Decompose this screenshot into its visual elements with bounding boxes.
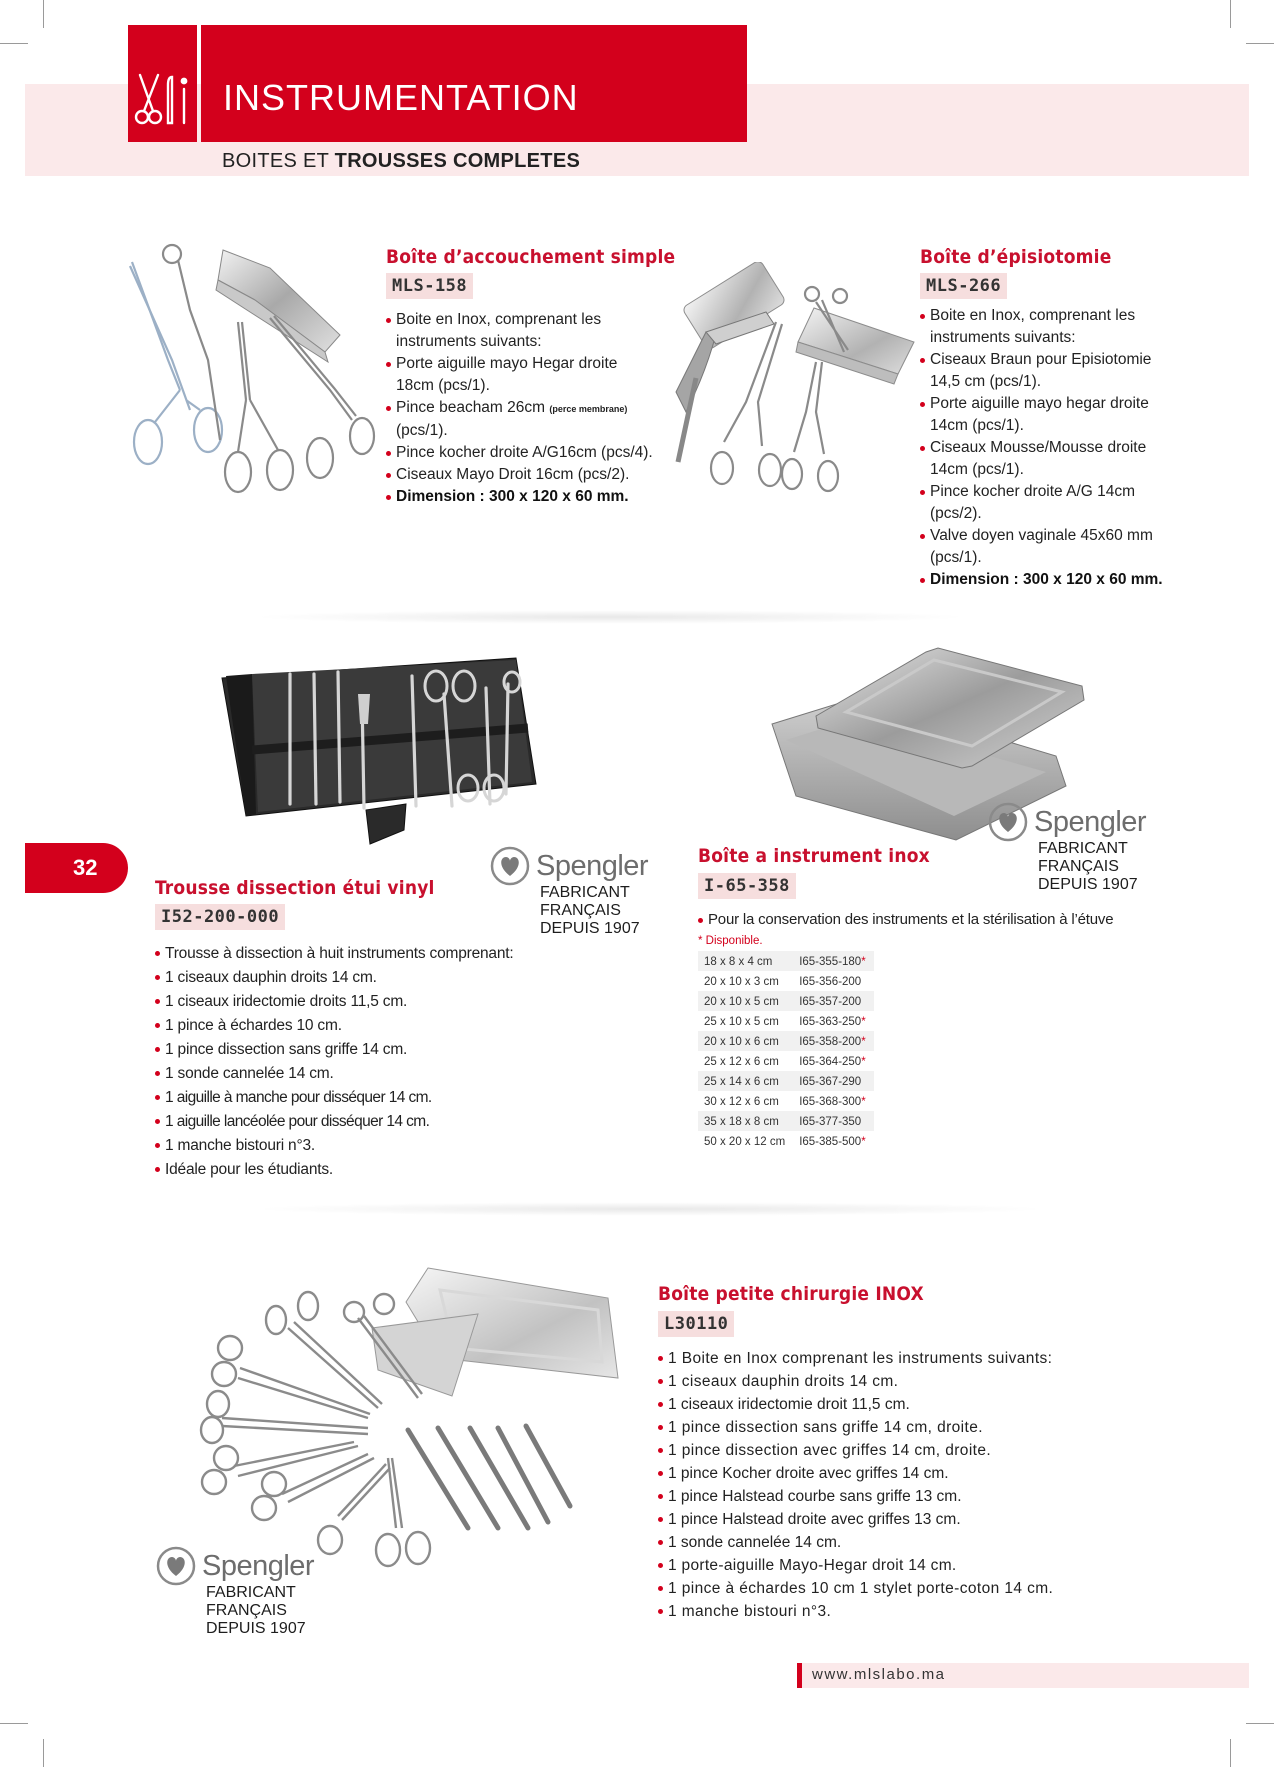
list-item: 1 porte-aiguille Mayo-Hegar droit 14 cm. bbox=[658, 1554, 1198, 1577]
table-cell-dimension: 20 x 10 x 5 cm bbox=[698, 991, 793, 1011]
list-item: 1 aiguille à manche pour disséquer 14 cm. bbox=[155, 1086, 555, 1110]
product-code: L30110 bbox=[658, 1311, 734, 1337]
list-item: 1 pince dissection sans griffe 14 cm. bbox=[155, 1038, 555, 1062]
availability-star: * bbox=[861, 1135, 866, 1148]
list-item: 1 pince Kocher droite avec griffes 14 cm. bbox=[658, 1462, 1198, 1485]
subtitle-light: BOITES ET bbox=[222, 150, 329, 172]
product-spec-list bbox=[658, 1347, 1198, 1623]
list-item: Trousse à dissection à huit instruments comprenant: bbox=[155, 942, 555, 966]
list-item: 1 ciseaux dauphin droits 14 cm. bbox=[658, 1370, 1198, 1393]
product-trousse-dissection bbox=[155, 877, 555, 1182]
list-item: 1 pince dissection sans griffe 14 cm, droite. bbox=[658, 1416, 1198, 1439]
table-row bbox=[698, 1051, 874, 1071]
product-spec-list bbox=[920, 305, 1184, 591]
availability-star: * bbox=[861, 955, 866, 968]
list-item: 1 manche bistouri n°3. bbox=[658, 1600, 1198, 1623]
section-title-block bbox=[201, 25, 747, 142]
table-row bbox=[698, 1091, 874, 1111]
product-petite-chirurgie bbox=[658, 1283, 1198, 1623]
reference-code: I65-364-250 bbox=[799, 1055, 862, 1068]
list-item: Valve doyen vaginale 45x60 mm (pcs/1). bbox=[920, 525, 1184, 569]
table-row bbox=[698, 1131, 874, 1151]
sizes-table bbox=[698, 951, 874, 1151]
table-row bbox=[698, 951, 874, 971]
list-item: Ciseaux Mayo Droit 16cm (pcs/2). bbox=[386, 464, 656, 486]
section-icon-block bbox=[128, 25, 197, 142]
list-item-dimension: Dimension : 300 x 120 x 60 mm. bbox=[920, 569, 1184, 591]
list-item: Pince kocher droite A/G16cm (pcs/4). bbox=[386, 442, 656, 464]
section-divider bbox=[250, 610, 970, 624]
list-item: 1 ciseaux iridectomie droits 11,5 cm. bbox=[155, 990, 555, 1014]
availability-star: * bbox=[861, 1035, 866, 1048]
episiotomy-kit-illustration bbox=[666, 262, 916, 512]
product-image-accouchement bbox=[120, 240, 380, 510]
dissection-case-illustration bbox=[216, 654, 538, 866]
table-cell-reference bbox=[793, 1011, 874, 1031]
spengler-tagline bbox=[540, 884, 650, 938]
reference-code: I65-358-200 bbox=[799, 1035, 862, 1048]
list-item: Pour la conservation des instruments et la stérilisation à l’étuve bbox=[698, 909, 1198, 931]
list-item: 1 pince dissection avec griffes 14 cm, droite. bbox=[658, 1439, 1198, 1462]
table-cell-reference bbox=[793, 1071, 874, 1091]
spengler-logo bbox=[156, 1546, 316, 1637]
product-title: Boîte d’accouchement simple bbox=[386, 246, 676, 268]
reference-code: I65-385-500 bbox=[799, 1135, 862, 1148]
product-spec-list bbox=[155, 942, 555, 1182]
product-image-episiotomie bbox=[666, 262, 916, 512]
table-cell-dimension: 25 x 14 x 6 cm bbox=[698, 1071, 793, 1091]
spengler-tagline-2: DEPUIS 1907 bbox=[1038, 876, 1138, 893]
table-row bbox=[698, 1071, 874, 1091]
spengler-wordmark: Spengler bbox=[202, 1549, 315, 1582]
list-item-text: (pcs/1). bbox=[396, 422, 448, 439]
crop-mark bbox=[43, 0, 44, 28]
spengler-tagline-1: FABRICANT FRANÇAIS bbox=[1038, 840, 1128, 875]
product-title: Boîte d’épisiotomie bbox=[920, 246, 1112, 268]
product-code: I-65-358 bbox=[698, 873, 796, 899]
product-intro bbox=[698, 909, 1198, 931]
product-title: Boîte petite chirurgie INOX bbox=[658, 1283, 924, 1305]
list-item: 1 pince à échardes 10 cm. bbox=[155, 1014, 555, 1038]
reference-code: I65-368-300 bbox=[799, 1095, 862, 1108]
table-cell-dimension: 25 x 12 x 6 cm bbox=[704, 1055, 779, 1068]
spengler-tagline-2: DEPUIS 1907 bbox=[540, 920, 640, 937]
table-cell-reference bbox=[793, 1031, 874, 1051]
crop-mark bbox=[1246, 1723, 1274, 1724]
crop-mark bbox=[1246, 43, 1274, 44]
product-boite-instrument-inox bbox=[698, 845, 1198, 1151]
table-cell-dimension: 50 x 20 x 12 cm bbox=[704, 1135, 786, 1148]
table-cell-dimension: 18 x 8 x 4 cm bbox=[698, 951, 793, 971]
list-item: 1 ciseaux iridectomie droit 11,5 cm. bbox=[658, 1393, 1198, 1416]
table-cell-dimension: 30 x 12 x 6 cm bbox=[704, 1095, 779, 1108]
subtitle-bold: TROUSSES COMPLETES bbox=[334, 150, 581, 172]
spengler-tagline-1: FABRICANT FRANÇAIS bbox=[206, 1584, 296, 1619]
list-item: 1 pince à échardes 10 cm 1 stylet porte-coton 14 cm. bbox=[658, 1577, 1198, 1600]
availability-star: * bbox=[861, 1095, 866, 1108]
product-title: Trousse dissection étui vinyl bbox=[155, 877, 435, 899]
product-title: Boîte a instrument inox bbox=[698, 845, 930, 867]
table-row bbox=[698, 1111, 874, 1131]
table-cell-reference bbox=[793, 991, 874, 1011]
crop-mark bbox=[0, 1723, 28, 1724]
table-row bbox=[698, 991, 874, 1011]
list-item: 1 pince Halstead droite avec griffes 13 cm. bbox=[658, 1508, 1198, 1531]
section-title: INSTRUMENTATION bbox=[223, 77, 579, 118]
list-item-note: (perce membrane) bbox=[549, 404, 628, 414]
list-item-dimension: Dimension : 300 x 120 x 60 mm. bbox=[386, 486, 656, 508]
list-item-text: Pince beacham 26cm bbox=[396, 399, 546, 416]
spengler-heart-icon bbox=[988, 802, 1028, 842]
spengler-heart-icon bbox=[156, 1546, 196, 1586]
crop-mark bbox=[1230, 1739, 1231, 1767]
list-item: Ciseaux Mousse/Mousse droite 14cm (pcs/1). bbox=[920, 437, 1184, 481]
table-cell-dimension: 20 x 10 x 6 cm bbox=[698, 1031, 793, 1051]
table-cell-dimension: 20 x 10 x 3 cm bbox=[704, 975, 779, 988]
list-item: 1 ciseaux dauphin droits 14 cm. bbox=[155, 966, 555, 990]
spengler-tagline bbox=[206, 1584, 316, 1638]
table-row bbox=[698, 1011, 874, 1031]
availability-note: * Disponible. bbox=[698, 935, 763, 947]
surgical-instruments-icon bbox=[128, 25, 197, 142]
table-cell-reference bbox=[793, 1111, 874, 1131]
reference-code: I65-357-200 bbox=[799, 995, 862, 1008]
list-item bbox=[386, 397, 656, 442]
table-cell-reference bbox=[793, 1091, 874, 1111]
table-row bbox=[698, 971, 874, 991]
list-item: Porte aiguille mayo hegar droite 14cm (pcs/1). bbox=[920, 393, 1184, 437]
table-cell-dimension: 35 x 18 x 8 cm bbox=[698, 1111, 793, 1131]
reference-code: I65-356-200 bbox=[799, 975, 862, 988]
table-row bbox=[698, 1031, 874, 1051]
list-item: Ciseaux Braun pour Episiotomie 14,5 cm (pcs/1). bbox=[920, 349, 1184, 393]
table-cell-reference bbox=[793, 951, 874, 971]
section-subtitle bbox=[222, 150, 580, 173]
product-code: MLS-266 bbox=[920, 273, 1007, 299]
product-code: MLS-158 bbox=[386, 273, 473, 299]
availability-star: * bbox=[861, 1015, 866, 1028]
instruments-tray-illustration bbox=[120, 240, 380, 510]
product-image-trousse bbox=[216, 654, 538, 866]
list-item: Pince kocher droite A/G 14cm (pcs/2). bbox=[920, 481, 1184, 525]
list-item: Idéale pour les étudiants. bbox=[155, 1158, 555, 1182]
table-cell-reference bbox=[793, 1051, 874, 1071]
crop-mark bbox=[43, 1739, 44, 1767]
list-item: 1 aiguille lancéolée pour disséquer 14 cm. bbox=[155, 1110, 555, 1134]
product-accouchement bbox=[386, 246, 676, 508]
spengler-tagline-2: DEPUIS 1907 bbox=[206, 1620, 306, 1637]
list-item: 1 manche bistouri n°3. bbox=[155, 1134, 555, 1158]
list-item: 1 sonde cannelée 14 cm. bbox=[658, 1531, 1198, 1554]
product-code: I52-200-000 bbox=[155, 904, 285, 930]
spengler-brand bbox=[988, 802, 1148, 842]
list-item: Porte aiguille mayo Hegar droite 18cm (pcs/1). bbox=[386, 353, 656, 397]
spengler-tagline-1: FABRICANT FRANÇAIS bbox=[540, 884, 630, 919]
reference-code: I65-355-180 bbox=[799, 955, 862, 968]
product-spec-list bbox=[386, 309, 656, 508]
reference-code: I65-363-250 bbox=[799, 1015, 862, 1028]
availability-star: * bbox=[861, 1055, 866, 1068]
list-item: 1 Boite en Inox comprenant les instruments suivants: bbox=[658, 1347, 1198, 1370]
table-cell-reference bbox=[793, 1131, 874, 1151]
reference-code: I65-377-350 bbox=[799, 1115, 862, 1128]
spengler-wordmark: Spengler bbox=[536, 849, 649, 882]
table-cell-reference bbox=[793, 971, 874, 991]
spengler-wordmark: Spengler bbox=[1034, 805, 1147, 838]
reference-code: I65-367-290 bbox=[799, 1075, 862, 1088]
list-item: Boite en Inox, comprenant les instruments suivants: bbox=[920, 305, 1184, 349]
crop-mark bbox=[1230, 0, 1231, 28]
list-item: 1 sonde cannelée 14 cm. bbox=[155, 1062, 555, 1086]
product-episiotomie bbox=[920, 246, 1184, 591]
spengler-brand bbox=[156, 1546, 316, 1586]
footer-url[interactable]: www.mlslabo.ma bbox=[812, 1666, 946, 1683]
footer-accent bbox=[797, 1663, 802, 1688]
surgical-set-illustration bbox=[178, 1258, 622, 1576]
product-image-petite-chirurgie bbox=[178, 1258, 622, 1576]
crop-mark bbox=[0, 43, 28, 44]
list-item: Boite en Inox, comprenant les instruments suivants: bbox=[386, 309, 656, 353]
table-cell-dimension: 25 x 10 x 5 cm bbox=[704, 1015, 779, 1028]
page-number: 32 bbox=[25, 843, 128, 893]
section-divider bbox=[250, 1202, 1050, 1216]
list-item: 1 pince Halstead courbe sans griffe 13 cm. bbox=[658, 1485, 1198, 1508]
